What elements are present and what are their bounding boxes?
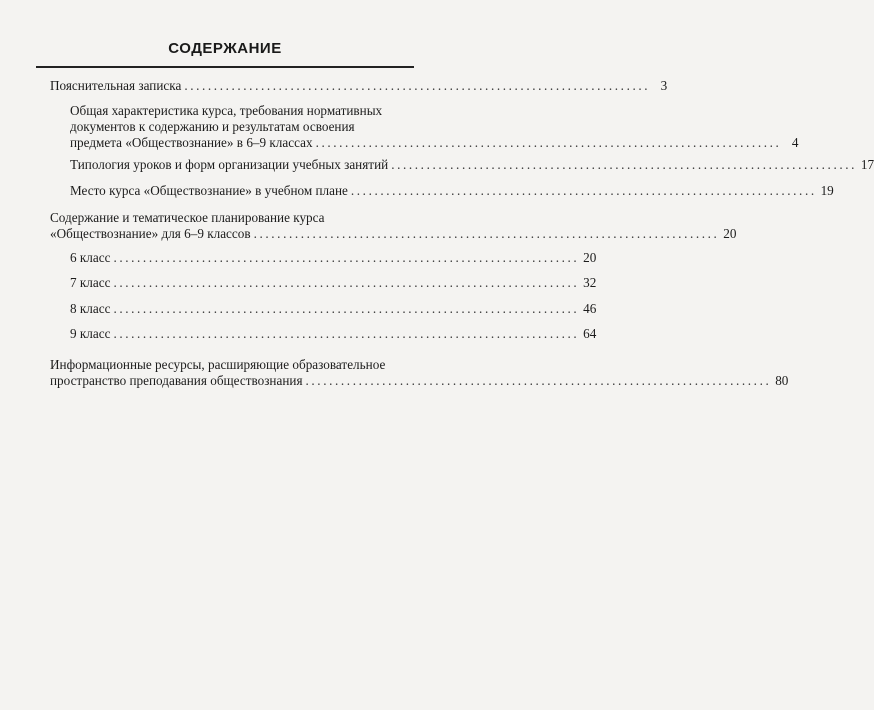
leader-dots: ............................................................................... — [113, 250, 580, 265]
toc-page-number: 19 — [820, 183, 834, 198]
toc-entry[interactable] — [70, 103, 799, 151]
toc-page-number: 64 — [583, 326, 597, 341]
leader-dots: ............................................................................... — [184, 78, 651, 93]
contents-heading: СОДЕРЖАНИЕ — [168, 40, 282, 57]
toc-entry-title: Типология уроков и форм организации учебных занятий — [70, 157, 389, 172]
toc-page-number: 3 — [660, 78, 668, 93]
toc-entry[interactable] — [70, 157, 874, 173]
toc-page-number: 46 — [583, 301, 597, 316]
toc-entry[interactable] — [70, 183, 834, 199]
toc-entry-title: 7 класс — [70, 275, 111, 290]
toc-entry-title-line1: Информационные ресурсы, расширяющие образовательное — [50, 357, 386, 372]
toc-entry[interactable] — [70, 326, 597, 342]
toc-entry[interactable] — [70, 301, 597, 317]
leader-dots: ............................................................................... — [350, 183, 817, 198]
leader-dots: ............................................................................... — [315, 135, 782, 150]
leader-dots: ............................................................................... — [305, 373, 772, 388]
toc-entry-title: 9 класс — [70, 326, 111, 341]
toc-entry-title: Пояснительная записка — [50, 78, 182, 93]
toc-page-number: 32 — [583, 275, 597, 290]
toc-entry-title-line1: Содержание и тематическое планирование курса — [50, 210, 325, 225]
toc-entry[interactable] — [70, 250, 597, 266]
toc-entry-title-line3: предмета «Обществознание» в 6–9 классах — [70, 135, 313, 150]
leader-dots: ............................................................................... — [113, 301, 580, 316]
toc-page-number: 80 — [775, 373, 789, 388]
toc-entry[interactable] — [70, 275, 597, 291]
toc-entry-title-line1: Общая характеристика курса, требования нормативных — [70, 103, 383, 118]
toc-entry-title-line2: «Обществознание» для 6–9 классов — [50, 226, 251, 241]
toc-page-number: 17 — [860, 157, 874, 172]
toc-entry-title: Место курса «Обществознание» в учебном плане — [70, 183, 348, 198]
leader-dots: ............................................................................... — [253, 226, 720, 241]
toc-entry-title: 6 класс — [70, 250, 111, 265]
toc-entry[interactable] — [50, 210, 737, 242]
toc-page-number: 20 — [723, 226, 737, 241]
heading-rule — [36, 66, 414, 68]
toc-entry-title: 8 класс — [70, 301, 111, 316]
toc-page-number: 4 — [791, 135, 799, 150]
leader-dots: ............................................................................... — [113, 275, 580, 290]
toc-page-number: 20 — [583, 250, 597, 265]
toc-entry-title-line2: пространство преподавания обществознания — [50, 373, 303, 388]
toc-entry-title-line2: документов к содержанию и результатам освоения — [70, 119, 355, 134]
toc-entry[interactable] — [50, 78, 668, 94]
leader-dots: ............................................................................... — [391, 157, 858, 172]
leader-dots: ............................................................................... — [113, 326, 580, 341]
toc-entry[interactable] — [50, 357, 789, 389]
